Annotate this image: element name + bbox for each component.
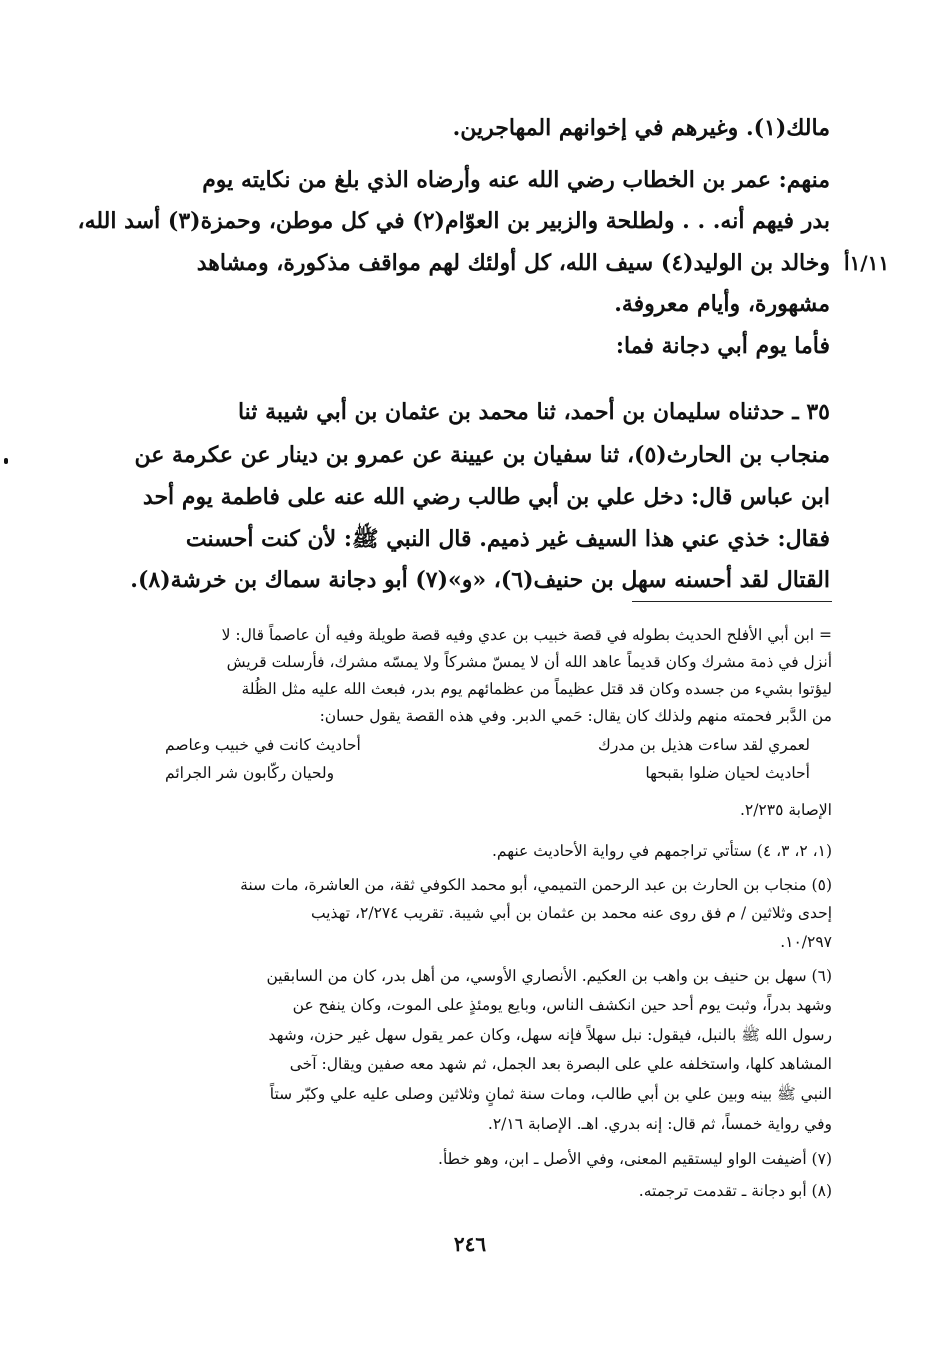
main-text-line: ابن عباس قال: دخل علي بن أبي طالب رضي الله عنه على فاطمة يوم أحد: [142, 484, 830, 510]
footnote-line: رسول الله ﷺ بالنبل، فيقول: نبل سهلاً فإنه سهل، وكان عمر يقول سهل غير حزن، وشهد: [268, 1026, 832, 1044]
main-text-line: فقال: خذي عني هذا السيف غير ذميم. قال النبي ﷺ: لأن كنت أحسنت: [185, 526, 830, 552]
footnote-line: المشاهد كلها، واستخلفه علي على البصرة بعد الجمل، ثم شهد معه صفين ويقال: آخى: [289, 1055, 832, 1073]
footnote-line: (٧) أضيفت الواو ليستقيم المعنى، وفي الأصل ـ ابن، وهو خطأ.: [438, 1150, 832, 1168]
footnote-line: (٥) منجاب بن الحارث بن عبد الرحمن التميمي، أبو محمد الكوفي ثقة، من العاشرة، مات سنة: [240, 876, 832, 894]
footnote-line: إحدى وثلاثين / م فق روى عنه محمد بن عثمان بن أبي شيبة. تقريب ٢/٢٧٤، تهذيب: [310, 904, 832, 922]
poem-hemistich-first: أحاديث لحيان ضلوا بقبحها: [645, 764, 810, 782]
manuscript-folio-note: ١/١١أ: [844, 251, 890, 275]
footnote-line: وشهد بدراً، وثبت يوم أحد حين انكشف الناس، وبايع يومئذٍ على الموت، وكان ينفح عن: [292, 996, 832, 1014]
footnote-line: (٨) أبو دجانة ـ تقدمت ترجمته.: [638, 1182, 832, 1200]
main-text-line: منجاب بن الحارث(٥)، ثنا سفيان بن عيينة عن عمرو بن دينار عن عكرمة عن: [134, 442, 830, 468]
footnote-line: النبي ﷺ بينه وبين علي بن أبي طالب، ومات سنة ثمانٍ وثلاثين وصلى عليه علي وكبّر ستاً: [269, 1085, 832, 1103]
main-text-line: فأما يوم أبي دجانة فما:: [615, 333, 830, 359]
footnote-line: ١٠/٢٩٧.: [780, 933, 832, 951]
footnote-separator: [632, 601, 832, 602]
footnote-line: وفي رواية خمساً، ثم قال: إنه بدري. اهـ. الإصابة ٢/١٦.: [487, 1115, 832, 1133]
footnote-line: = ابن أبي الأفلح الحديث بطوله في قصة خبيب بن عدي وفيه قصة طويلة وفيه أن عاصماً قال: لا: [221, 626, 832, 644]
main-text-line: ٣٥ ـ حدثناه سليمان بن أحمد، ثنا محمد بن عثمان بن أبي شيبة ثنا: [237, 399, 830, 425]
main-text-line: وخالد بن الوليد(٤) سيف الله، كل أولئك لهم مواقف مذكورة، ومشاهد: [196, 250, 830, 276]
footnote-line: من الدَّبر فحمته منهم ولذلك كان يقال: حَمي الدبر. وفي هذه القصة يقول حسان:: [319, 707, 832, 725]
poem-hemistich-first: لعمري لقد ساءت هذيل بن مدرك: [598, 736, 810, 754]
scan-edge-mark: [4, 458, 8, 464]
main-text-line: القتال لقد أحسنه سهل بن حنيف(٦)، «و»(٧) أبو دجانة سماك بن خرشة(٨).: [130, 567, 830, 593]
main-text-line: مالك(١). وغيرهم في إخوانهم المهاجرين.: [452, 115, 830, 141]
page-number: ٢٤٦: [453, 1232, 487, 1256]
footnote-line: (١، ٢، ٣، ٤) ستأتي تراجمهم في رواية الأحاديث عنهم.: [491, 842, 832, 860]
poem-hemistich-second: أحاديث كانت في خبيب وعاصم: [165, 736, 361, 754]
footnote-line: (٦) سهل بن حنيف بن واهب بن العكيم. الأنصاري الأوسي، من أهل بدر، كان من السابقين: [266, 967, 832, 985]
poem-verse: [165, 732, 810, 758]
footnote-line: الإصابة ٢/٢٣٥.: [739, 801, 832, 819]
footnote-line: أنزل في ذمة مشرك وكان قديماً عاهد الله أن لا يمسّ مشركاً ولا يمسّه مشرك، فأرسلت قريش: [226, 653, 832, 671]
poem-hemistich-second: ولحيان ركّابون شر الجرائم: [165, 764, 335, 782]
poem-verse: [165, 760, 810, 786]
footnote-line: ليؤتوا بشيء من جسده وكان قد قتل عظيماً من عظمائهم يوم بدر، فبعث الله عليه مثل الظُلة: [241, 680, 832, 698]
main-text-line: مشهورة، وأيام معروفة.: [614, 291, 830, 317]
main-text-line: بدر فيهم أنه. . . ولطلحة والزبير بن العوّام(٢) في كل موطن، وحمزة(٣) أسد الله،: [77, 208, 830, 234]
main-text-line: منهم: عمر بن الخطاب رضي الله عنه وأرضاه الذي بلغ من نكايته يوم: [202, 167, 830, 193]
